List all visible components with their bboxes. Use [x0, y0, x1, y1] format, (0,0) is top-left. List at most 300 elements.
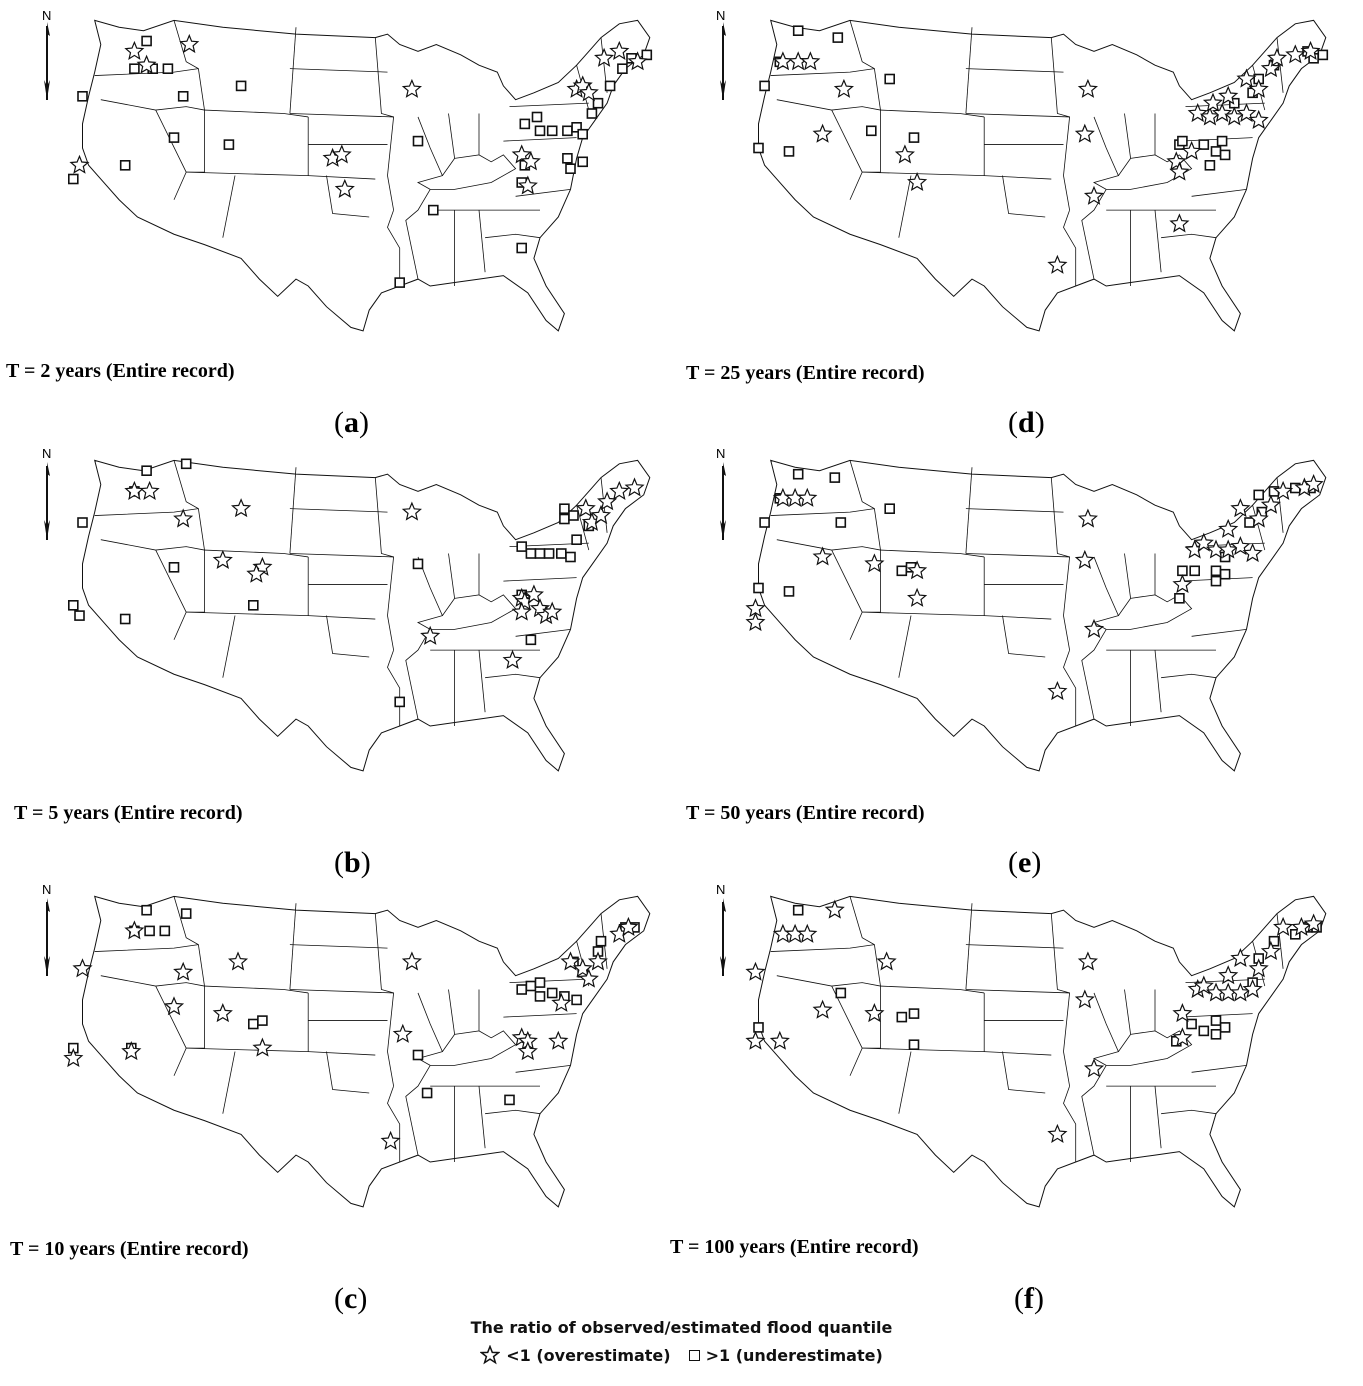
underestimate-marker	[557, 549, 566, 558]
overestimate-marker	[589, 953, 606, 969]
underestimate-marker	[130, 64, 139, 73]
north-label: N	[716, 882, 726, 897]
state-border	[771, 945, 875, 952]
north-arrow-a	[38, 8, 58, 98]
underestimate-marker	[536, 549, 545, 558]
underestimate-marker	[1178, 137, 1187, 146]
state-border	[899, 1052, 911, 1114]
panel-letter-e: (e)	[1008, 846, 1042, 879]
overestimate-marker	[1232, 500, 1249, 516]
underestimate-marker	[760, 81, 769, 90]
panel-letter-c: (c)	[334, 1282, 368, 1315]
state-border	[1118, 554, 1130, 616]
underestimate-marker	[414, 559, 423, 568]
underestimate-marker	[897, 1013, 906, 1022]
overestimate-marker	[1079, 80, 1096, 96]
state-border	[899, 616, 911, 678]
state-border	[1051, 478, 1069, 650]
underestimate-marker	[423, 1089, 432, 1098]
underestimate-marker	[836, 989, 845, 998]
panel-caption-e: T = 50 years (Entire record)	[686, 802, 925, 824]
state-border	[485, 1110, 540, 1113]
state-border	[862, 612, 1051, 619]
overestimate-marker	[814, 125, 831, 141]
overestimate-marker	[519, 1043, 536, 1059]
panel-caption-a: T = 2 years (Entire record)	[6, 360, 235, 382]
map-panel-a	[0, 0, 660, 440]
overestimate-marker	[1174, 576, 1191, 592]
state-border	[290, 509, 388, 512]
state-border	[516, 629, 571, 636]
state-border	[223, 616, 235, 678]
us-map-c	[0, 876, 680, 1276]
underestimate-marker	[517, 985, 526, 994]
underestimate-marker	[395, 697, 404, 706]
us-map-b	[0, 440, 680, 840]
underestimate-marker	[560, 515, 569, 524]
state-border	[290, 27, 296, 113]
overestimate-marker	[233, 500, 250, 516]
state-border	[430, 155, 515, 190]
underestimate-marker	[606, 81, 615, 90]
underestimate-marker	[414, 1051, 423, 1060]
underestimate-marker	[517, 542, 526, 551]
overestimate-marker	[123, 1043, 140, 1059]
legend-star-label: <1 (overestimate)	[506, 1345, 671, 1365]
overestimate-marker	[835, 80, 852, 96]
state-border	[1131, 114, 1155, 159]
state-border	[777, 100, 881, 110]
overestimate-marker	[181, 36, 198, 52]
underestimate-marker	[566, 164, 575, 173]
underestimate-marker	[785, 587, 794, 596]
state-border	[388, 1086, 400, 1162]
overestimate-marker	[1244, 545, 1261, 561]
overestimate-marker	[1189, 105, 1206, 121]
underestimate-marker	[885, 504, 894, 513]
underestimate-marker	[910, 133, 919, 142]
overestimate-marker	[394, 1025, 411, 1041]
underestimate-marker	[1212, 147, 1221, 156]
underestimate-marker	[572, 995, 581, 1004]
state-border	[290, 903, 296, 989]
underestimate-marker	[1221, 570, 1230, 579]
state-border	[862, 172, 1051, 179]
overestimate-marker	[141, 482, 158, 498]
map-panel-f	[670, 876, 1336, 1316]
state-border	[503, 578, 576, 581]
map-panel-c	[0, 876, 660, 1316]
underestimate-marker	[536, 992, 545, 1001]
underestimate-marker	[249, 601, 258, 610]
overestimate-marker	[71, 156, 88, 172]
overestimate-marker	[230, 953, 247, 969]
overestimate-marker	[403, 953, 420, 969]
underestimate-marker	[1175, 594, 1184, 603]
overestimate-marker	[1171, 215, 1188, 231]
underestimate-marker	[142, 466, 151, 475]
state-border	[430, 595, 515, 630]
state-border	[1131, 990, 1155, 1035]
overestimate-marker	[1085, 620, 1102, 636]
state-border	[1192, 629, 1247, 636]
underestimate-marker	[78, 92, 87, 101]
underestimate-marker	[833, 33, 842, 42]
state-border	[1155, 1086, 1161, 1148]
underestimate-marker	[578, 157, 587, 166]
state-border	[850, 20, 881, 110]
state-border	[406, 189, 430, 279]
overestimate-marker	[1049, 1125, 1066, 1141]
overestimate-marker	[214, 551, 231, 567]
underestimate-marker	[754, 584, 763, 593]
underestimate-marker	[237, 81, 246, 90]
underestimate-marker	[897, 566, 906, 575]
underestimate-marker	[1245, 518, 1254, 527]
underestimate-marker	[794, 906, 803, 915]
state-border	[1003, 176, 1046, 217]
underestimate-marker	[830, 473, 839, 482]
state-border	[850, 460, 881, 550]
state-border	[966, 903, 972, 989]
overestimate-marker	[771, 1032, 788, 1048]
legend-square-label: >1 (underestimate)	[705, 1345, 883, 1365]
state-border	[455, 114, 479, 159]
state-border	[1179, 138, 1252, 141]
overestimate-marker	[747, 614, 764, 630]
overestimate-marker	[1238, 70, 1255, 86]
overestimate-marker	[1244, 981, 1261, 997]
underestimate-marker	[836, 518, 845, 527]
underestimate-marker	[548, 126, 557, 135]
underestimate-marker	[121, 615, 130, 624]
underestimate-marker	[785, 147, 794, 156]
state-border	[479, 210, 485, 272]
legend-title: The ratio of observed/estimated flood quantile	[470, 1318, 893, 1337]
state-border	[1192, 189, 1247, 196]
panel-caption-f: T = 100 years (Entire record)	[670, 1236, 919, 1258]
state-border	[156, 986, 187, 1076]
map-panel-e	[676, 440, 1336, 880]
state-border	[388, 210, 400, 286]
underestimate-marker	[505, 1095, 514, 1104]
state-border	[375, 38, 393, 211]
state-border	[510, 979, 589, 982]
underestimate-marker	[563, 154, 572, 163]
overestimate-marker	[336, 180, 353, 196]
state-border	[186, 986, 204, 1048]
underestimate-marker	[142, 37, 151, 46]
state-border	[186, 550, 204, 612]
underestimate-marker	[145, 926, 154, 935]
underestimate-marker	[1254, 490, 1263, 499]
underestimate-marker	[569, 511, 578, 520]
state-border	[1192, 1065, 1247, 1072]
underestimate-marker	[395, 278, 404, 287]
north-arrow-f	[712, 882, 732, 972]
legend-square-entry	[689, 1346, 883, 1365]
overestimate-marker	[1174, 1005, 1191, 1021]
underestimate-marker	[597, 937, 606, 946]
overestimate-marker	[814, 548, 831, 564]
us-outline	[759, 896, 1326, 1207]
state-border	[966, 509, 1064, 512]
state-border	[101, 976, 205, 986]
underestimate-marker	[182, 909, 191, 918]
state-border	[899, 176, 911, 238]
state-border	[223, 176, 235, 238]
underestimate-marker	[760, 518, 769, 527]
state-border	[832, 110, 863, 200]
underestimate-marker	[121, 161, 130, 170]
state-border	[1064, 210, 1076, 286]
state-border	[186, 172, 375, 179]
state-border	[430, 1031, 515, 1066]
underestimate-marker	[587, 109, 596, 118]
underestimate-marker	[566, 553, 575, 562]
underestimate-marker	[910, 1009, 919, 1018]
underestimate-marker	[1190, 566, 1199, 575]
underestimate-marker	[163, 64, 172, 73]
overestimate-marker	[1076, 551, 1093, 567]
panel-letter-b: (b)	[334, 846, 371, 879]
underestimate-marker	[560, 504, 569, 513]
state-border	[388, 650, 400, 726]
state-border	[1082, 629, 1106, 719]
underestimate-marker	[578, 130, 587, 139]
underestimate-marker	[910, 1040, 919, 1049]
state-border	[485, 234, 540, 237]
underestimate-marker	[885, 75, 894, 84]
us-map-d	[676, 0, 1356, 400]
state-border	[442, 990, 454, 1052]
overestimate-marker	[1232, 950, 1249, 966]
overestimate-marker	[254, 1039, 271, 1055]
state-border	[455, 990, 479, 1035]
state-border	[186, 110, 204, 172]
underestimate-marker	[1212, 1016, 1221, 1025]
underestimate-marker	[794, 470, 803, 479]
map-panel-d	[676, 0, 1336, 440]
underestimate-marker	[533, 113, 542, 122]
overestimate-marker	[611, 42, 628, 58]
state-border	[418, 117, 442, 189]
state-border	[485, 674, 540, 677]
state-border	[862, 1048, 1051, 1055]
underestimate-marker	[1205, 161, 1214, 170]
state-border	[455, 554, 479, 599]
underestimate-marker	[160, 926, 169, 935]
underestimate-marker	[1221, 150, 1230, 159]
map-panel-b	[0, 440, 660, 880]
star-icon	[480, 1345, 500, 1365]
state-border	[1064, 1086, 1076, 1162]
square-icon	[689, 1350, 700, 1361]
panel-letter-d: (d)	[1008, 406, 1045, 439]
state-border	[290, 467, 296, 553]
overestimate-marker	[403, 503, 420, 519]
underestimate-marker	[182, 459, 191, 468]
north-arrow-e	[712, 446, 732, 536]
state-border	[375, 478, 393, 650]
state-border	[862, 110, 880, 172]
state-border	[1155, 650, 1161, 712]
underestimate-marker	[548, 989, 557, 998]
underestimate-marker	[224, 140, 233, 149]
underestimate-marker	[1318, 50, 1327, 59]
overestimate-marker	[550, 1032, 567, 1048]
overestimate-marker	[1168, 153, 1185, 169]
us-outline	[759, 20, 1326, 331]
legend	[0, 1318, 1363, 1369]
underestimate-marker	[867, 126, 876, 135]
panel-caption-c: T = 10 years (Entire record)	[10, 1238, 249, 1260]
state-border	[1082, 1065, 1106, 1155]
underestimate-marker	[258, 1016, 267, 1025]
state-border	[832, 550, 863, 640]
state-border	[1155, 210, 1161, 272]
overestimate-marker	[403, 80, 420, 96]
overestimate-marker	[802, 53, 819, 69]
north-label: N	[716, 446, 726, 461]
state-border	[1118, 114, 1130, 176]
state-border	[966, 945, 1064, 948]
overestimate-marker	[814, 1001, 831, 1017]
panel-letter-f: (f)	[1014, 1282, 1044, 1315]
underestimate-marker	[1212, 577, 1221, 586]
state-border	[101, 540, 205, 550]
state-border	[777, 976, 881, 986]
state-border	[406, 1065, 430, 1155]
north-arrow-b	[38, 446, 58, 536]
state-border	[1094, 993, 1118, 1065]
north-label: N	[42, 882, 52, 897]
state-border	[1094, 557, 1118, 629]
state-border	[1161, 234, 1216, 237]
overestimate-marker	[126, 42, 143, 58]
underestimate-marker	[1212, 566, 1221, 575]
state-border	[95, 945, 199, 952]
overestimate-marker	[175, 963, 192, 979]
underestimate-marker	[754, 144, 763, 153]
underestimate-marker	[249, 1020, 258, 1029]
panel-caption-d: T = 25 years (Entire record)	[686, 362, 925, 384]
state-border	[327, 616, 370, 657]
state-border	[223, 1052, 235, 1114]
overestimate-marker	[1079, 510, 1096, 526]
state-border	[1082, 189, 1106, 279]
state-border	[186, 1048, 375, 1055]
underestimate-marker	[1178, 566, 1187, 575]
overestimate-marker	[896, 146, 913, 162]
state-border	[442, 114, 454, 176]
north-label: N	[42, 8, 52, 23]
underestimate-marker	[170, 563, 179, 572]
underestimate-marker	[69, 601, 78, 610]
overestimate-marker	[1049, 256, 1066, 272]
state-border	[1094, 117, 1118, 189]
north-label: N	[42, 446, 52, 461]
overestimate-marker	[878, 953, 895, 969]
underestimate-marker	[526, 549, 535, 558]
legend-row	[480, 1345, 883, 1365]
overestimate-marker	[1076, 991, 1093, 1007]
state-border	[516, 1065, 571, 1072]
underestimate-marker	[526, 635, 535, 644]
north-arrow-d	[712, 8, 732, 98]
state-border	[174, 460, 205, 550]
underestimate-marker	[517, 244, 526, 253]
overestimate-marker	[799, 925, 816, 941]
underestimate-marker	[179, 92, 188, 101]
state-border	[1003, 616, 1046, 657]
underestimate-marker	[69, 175, 78, 184]
underestimate-marker	[429, 206, 438, 215]
overestimate-marker	[214, 1005, 231, 1021]
underestimate-marker	[526, 982, 535, 991]
overestimate-marker	[799, 489, 816, 505]
us-map-a	[0, 0, 680, 400]
underestimate-marker	[1218, 137, 1227, 146]
us-map-f	[676, 876, 1356, 1276]
overestimate-marker	[1204, 94, 1221, 110]
state-border	[479, 1086, 485, 1148]
overestimate-marker	[175, 510, 192, 526]
underestimate-marker	[594, 99, 603, 108]
state-border	[156, 110, 187, 200]
state-border	[966, 27, 972, 113]
state-border	[290, 69, 388, 72]
state-border	[966, 467, 972, 553]
state-border	[966, 69, 1064, 72]
state-border	[1003, 1052, 1046, 1093]
state-border	[479, 650, 485, 712]
state-border	[1051, 914, 1069, 1087]
north-arrow-c	[38, 882, 58, 972]
overestimate-marker	[504, 651, 521, 667]
state-border	[1051, 38, 1069, 211]
state-border	[327, 176, 370, 217]
state-border	[832, 986, 863, 1076]
underestimate-marker	[1199, 1026, 1208, 1035]
underestimate-marker	[170, 133, 179, 142]
overestimate-marker	[65, 1050, 82, 1066]
overestimate-marker	[1076, 125, 1093, 141]
state-border	[510, 103, 589, 106]
overestimate-marker	[1049, 683, 1066, 699]
state-border	[850, 896, 881, 986]
us-map-e	[676, 440, 1356, 840]
underestimate-marker	[794, 26, 803, 35]
overestimate-marker	[382, 1132, 399, 1148]
underestimate-marker	[520, 119, 529, 128]
panel-letter-a: (a)	[334, 406, 369, 439]
state-border	[290, 945, 388, 948]
overestimate-marker	[626, 479, 643, 495]
overestimate-marker	[1085, 187, 1102, 203]
overestimate-marker	[747, 1032, 764, 1048]
overestimate-marker	[1079, 953, 1096, 969]
underestimate-marker	[545, 549, 554, 558]
state-border	[375, 914, 393, 1087]
panel-caption-b: T = 5 years (Entire record)	[14, 802, 243, 824]
underestimate-marker	[78, 518, 87, 527]
state-border	[771, 69, 875, 76]
underestimate-marker	[75, 611, 84, 620]
underestimate-marker	[754, 1023, 763, 1032]
underestimate-marker	[142, 906, 151, 915]
underestimate-marker	[1212, 1030, 1221, 1039]
